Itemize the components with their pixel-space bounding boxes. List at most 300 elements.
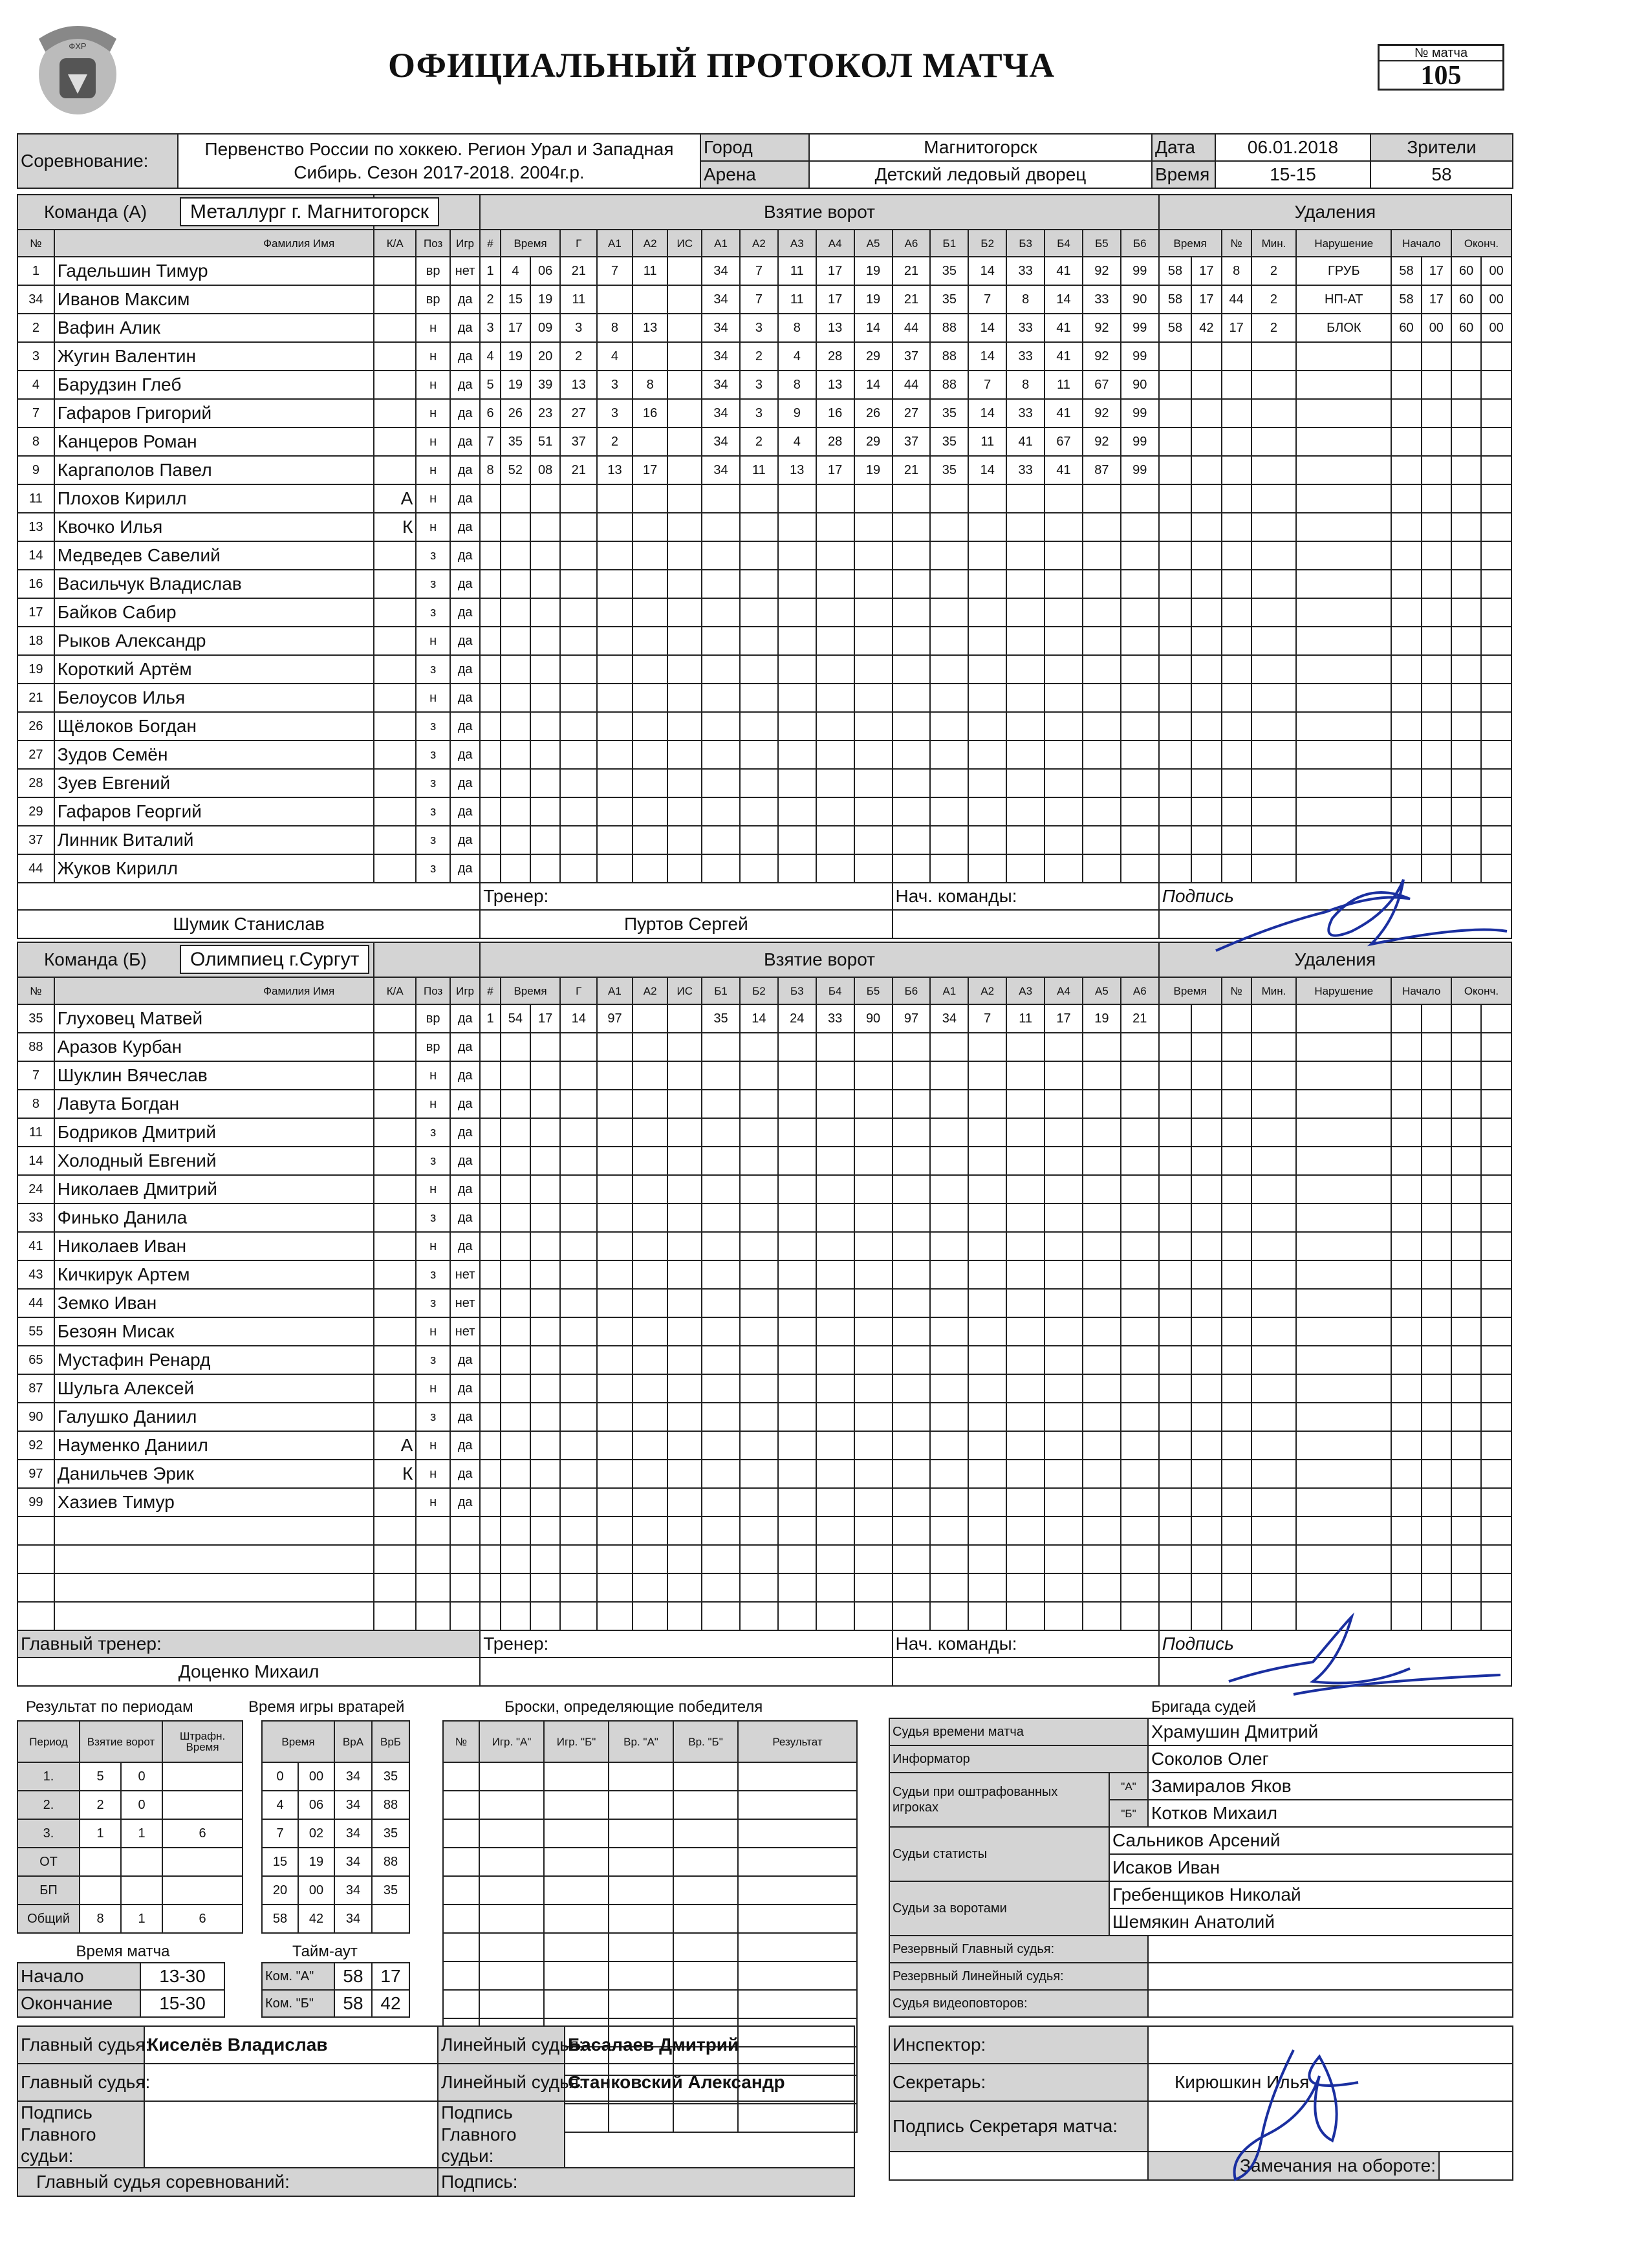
player-position bbox=[416, 1545, 450, 1573]
goal-cell bbox=[667, 797, 702, 826]
goal-cell bbox=[702, 1118, 740, 1147]
pen-cell bbox=[1251, 769, 1296, 797]
goal-cell bbox=[702, 1260, 740, 1289]
goal-cell: 3 bbox=[560, 314, 597, 342]
line-referee-label-2: Линейный судья: bbox=[438, 2064, 565, 2101]
goal-cell bbox=[1083, 1232, 1121, 1260]
goal-cell bbox=[854, 1204, 893, 1232]
goal-cell bbox=[1083, 1317, 1121, 1346]
goal-cell: 7 bbox=[740, 257, 778, 285]
goal-cell: 44 bbox=[893, 314, 931, 342]
shootout-cell bbox=[673, 1961, 738, 1990]
pen-cell bbox=[1422, 1289, 1451, 1317]
pen-cell bbox=[1222, 456, 1251, 484]
goal-cell bbox=[816, 1517, 854, 1545]
goal-cell bbox=[501, 1460, 530, 1488]
goal-cell bbox=[778, 826, 816, 854]
player-played: да bbox=[450, 655, 480, 684]
player-played: нет bbox=[450, 257, 480, 285]
goal-cell: 35 bbox=[930, 399, 968, 427]
goal-cell bbox=[740, 1118, 778, 1147]
main-referee-1: Киселёв Владислав bbox=[144, 2026, 438, 2064]
pen-cell bbox=[1391, 399, 1421, 427]
goal-cell bbox=[740, 1488, 778, 1517]
goal-cell bbox=[1045, 598, 1083, 627]
goal-cell bbox=[893, 740, 931, 769]
goal-cell bbox=[560, 1346, 597, 1374]
goal-cell bbox=[633, 740, 668, 769]
goal-cell bbox=[816, 826, 854, 854]
main-referee-signature-label-2: Подпись Главного судьи: bbox=[438, 2101, 565, 2168]
goal-cell bbox=[501, 712, 530, 740]
player-role bbox=[374, 740, 416, 769]
goal-cell bbox=[816, 769, 854, 797]
spectators: 58 bbox=[1370, 161, 1513, 188]
goal-cell: 8 bbox=[778, 371, 816, 399]
goal-col-0: # bbox=[480, 230, 501, 257]
goal-col-15: А4 bbox=[1045, 977, 1083, 1004]
goal-cell bbox=[702, 513, 740, 541]
player-name: Николаев Иван bbox=[54, 1232, 374, 1260]
pen-cell bbox=[1222, 427, 1251, 456]
goal-cell bbox=[816, 570, 854, 598]
goal-cell bbox=[560, 1260, 597, 1289]
goal-col-8: А3 bbox=[778, 230, 816, 257]
goalie-min: 15 bbox=[262, 1848, 298, 1876]
goal-cell bbox=[893, 1118, 931, 1147]
official-name: Гребенщиков Николай bbox=[1109, 1881, 1513, 1908]
goal-cell bbox=[778, 1431, 816, 1460]
goal-cell bbox=[530, 1431, 560, 1460]
goal-cell bbox=[1006, 1346, 1045, 1374]
pen-cell bbox=[1391, 1061, 1421, 1090]
main-referee-label-1: Главный судья: bbox=[17, 2026, 144, 2064]
pen-violation: ГРУБ bbox=[1296, 257, 1391, 285]
goal-cell bbox=[1006, 1260, 1045, 1289]
goal-cell bbox=[1006, 484, 1045, 513]
timeout-title: Тайм-аут bbox=[292, 1943, 358, 1960]
goal-cell bbox=[816, 1573, 854, 1602]
pen-cell bbox=[1251, 797, 1296, 826]
player-name: Данильчев Эрик bbox=[54, 1460, 374, 1488]
main-referee-signature-label-1: Подпись Главного судьи: bbox=[17, 2101, 144, 2168]
goal-cell bbox=[1045, 1431, 1083, 1460]
pen-cell bbox=[1222, 1346, 1251, 1374]
goal-cell bbox=[501, 1403, 530, 1431]
goal-cell bbox=[633, 1004, 668, 1033]
period-goals-a bbox=[80, 1876, 121, 1905]
player-role bbox=[374, 1175, 416, 1204]
shootout-cell bbox=[609, 1990, 673, 2018]
pen-col-min: Мин. bbox=[1251, 977, 1296, 1004]
period-name: 2. bbox=[17, 1791, 80, 1819]
goal-cell bbox=[893, 1317, 931, 1346]
player-name bbox=[54, 1517, 374, 1545]
goal-cell bbox=[778, 1545, 816, 1573]
goal-cell: 33 bbox=[1006, 399, 1045, 427]
player-role: К bbox=[374, 1460, 416, 1488]
goal-cell bbox=[1083, 1260, 1121, 1289]
goal-cell bbox=[854, 1147, 893, 1175]
goal-cell bbox=[968, 1289, 1006, 1317]
goal-cell bbox=[1121, 1033, 1159, 1061]
player-played: да bbox=[450, 1061, 480, 1090]
goal-col-10: А5 bbox=[854, 230, 893, 257]
goal-cell bbox=[597, 1033, 633, 1061]
goal-cell bbox=[597, 1545, 633, 1573]
pen-cell bbox=[1222, 371, 1251, 399]
goal-cell bbox=[816, 1374, 854, 1403]
pen-cell bbox=[1451, 1090, 1481, 1118]
goal-cell bbox=[816, 1033, 854, 1061]
team-b-section bbox=[17, 942, 1512, 1687]
pen-cell bbox=[1159, 1488, 1191, 1517]
pen-cell bbox=[1451, 1175, 1481, 1204]
player-played: да bbox=[450, 797, 480, 826]
pen-cell bbox=[1391, 1232, 1421, 1260]
pen-cell bbox=[1159, 712, 1191, 740]
goal-cell bbox=[597, 740, 633, 769]
player-role bbox=[374, 314, 416, 342]
player-number: 14 bbox=[17, 1147, 54, 1175]
shootout-col-4: Вр. "Б" bbox=[673, 1721, 738, 1762]
pen-cell bbox=[1391, 484, 1421, 513]
goal-cell bbox=[740, 712, 778, 740]
goalie-min: 0 bbox=[262, 1762, 298, 1791]
period-goals-b bbox=[121, 1876, 162, 1905]
secretary-signature-scribble bbox=[1190, 2037, 1384, 2186]
goal-cell: 17 bbox=[1045, 1004, 1083, 1033]
pen-cell bbox=[1191, 1090, 1221, 1118]
period-penalty: 6 bbox=[162, 1819, 243, 1848]
goal-cell bbox=[501, 1346, 530, 1374]
timeout-table bbox=[261, 1962, 410, 2018]
goalie-min: 4 bbox=[262, 1791, 298, 1819]
arena-label: Арена bbox=[700, 161, 809, 188]
pen-col-time: Время bbox=[1159, 977, 1222, 1004]
pen-cell bbox=[1296, 1204, 1391, 1232]
player-role bbox=[374, 1118, 416, 1147]
player-name: Гафаров Григорий bbox=[54, 399, 374, 427]
shootout-cell bbox=[738, 1933, 857, 1961]
player-number: 11 bbox=[17, 484, 54, 513]
pen-cell bbox=[1191, 1517, 1221, 1545]
pen-cell bbox=[1451, 1061, 1481, 1090]
goal-cell: 67 bbox=[1045, 427, 1083, 456]
player-name: Рыков Александр bbox=[54, 627, 374, 655]
pen-cell bbox=[1451, 1033, 1481, 1061]
goal-cell bbox=[854, 627, 893, 655]
pen-cell bbox=[1422, 627, 1451, 655]
goal-cell bbox=[854, 1175, 893, 1204]
player-number: 44 bbox=[17, 1289, 54, 1317]
goal-cell: 37 bbox=[893, 427, 931, 456]
goal-cell bbox=[1006, 1573, 1045, 1602]
pen-cell bbox=[1251, 1147, 1296, 1175]
pen-cell bbox=[1222, 797, 1251, 826]
pen-cell bbox=[1451, 1346, 1481, 1374]
pen-cell bbox=[1251, 399, 1296, 427]
goal-cell bbox=[1083, 513, 1121, 541]
goal-cell: 41 bbox=[1045, 342, 1083, 371]
goal-cell bbox=[501, 740, 530, 769]
goal-cell bbox=[1006, 684, 1045, 712]
pen-cell bbox=[1391, 684, 1421, 712]
goal-cell bbox=[968, 1147, 1006, 1175]
goal-cell bbox=[530, 712, 560, 740]
pen-cell bbox=[1451, 1260, 1481, 1289]
goal-cell: 14 bbox=[968, 399, 1006, 427]
goal-cell: 13 bbox=[633, 314, 668, 342]
pen-cell bbox=[1451, 1517, 1481, 1545]
pen-cell bbox=[1451, 1204, 1481, 1232]
pen-cell bbox=[1481, 1545, 1511, 1573]
main-coach-label: Главный тренер: bbox=[17, 1630, 480, 1658]
goal-cell bbox=[530, 570, 560, 598]
player-number: 29 bbox=[17, 797, 54, 826]
official-name: Замиралов Яков bbox=[1148, 1773, 1513, 1800]
goal-cell bbox=[1083, 854, 1121, 883]
goal-cell bbox=[1083, 627, 1121, 655]
player-name: Хазиев Тимур bbox=[54, 1488, 374, 1517]
pen-cell bbox=[1159, 513, 1191, 541]
pen-cell bbox=[1159, 1260, 1191, 1289]
player-name: Аразов Курбан bbox=[54, 1033, 374, 1061]
goal-cell: 21 bbox=[893, 456, 931, 484]
goal-cell bbox=[740, 598, 778, 627]
goal-cell bbox=[778, 1346, 816, 1374]
inspector-label: Инспектор: bbox=[889, 2026, 1148, 2064]
goal-cell bbox=[480, 1175, 501, 1204]
shootout-cell bbox=[443, 1961, 479, 1990]
player-number: 97 bbox=[17, 1460, 54, 1488]
pen-cell bbox=[1296, 1573, 1391, 1602]
goal-cell bbox=[530, 1147, 560, 1175]
pen-col-no: № bbox=[1222, 977, 1251, 1004]
pen-cell bbox=[1222, 541, 1251, 570]
goal-cell: 14 bbox=[968, 314, 1006, 342]
goal-cell bbox=[501, 1147, 530, 1175]
goal-cell bbox=[778, 484, 816, 513]
player-name: Вафин Алик bbox=[54, 314, 374, 342]
goal-cell bbox=[667, 598, 702, 627]
pen-col-start: Начало bbox=[1391, 230, 1451, 257]
goal-cell bbox=[530, 513, 560, 541]
col-name: Фамилия Имя bbox=[54, 977, 374, 1004]
goal-cell bbox=[1083, 712, 1121, 740]
pen-cell bbox=[1296, 484, 1391, 513]
pen-cell bbox=[1422, 1147, 1451, 1175]
goal-cell bbox=[930, 513, 968, 541]
pen-col-no: № bbox=[1222, 230, 1251, 257]
goal-cell bbox=[560, 1460, 597, 1488]
goal-cell bbox=[560, 1545, 597, 1573]
city: Магнитогорск bbox=[809, 134, 1152, 161]
pen-cell bbox=[1451, 740, 1481, 769]
goal-cell bbox=[667, 1289, 702, 1317]
goal-cell bbox=[740, 684, 778, 712]
goal-cell: 33 bbox=[1006, 342, 1045, 371]
goalies-table bbox=[261, 1720, 410, 1934]
goal-cell bbox=[667, 1317, 702, 1346]
goal-cell bbox=[597, 712, 633, 740]
pen-end-min: 60 bbox=[1451, 257, 1481, 285]
goal-cell bbox=[702, 740, 740, 769]
pen-cell bbox=[1222, 1232, 1251, 1260]
pen-cell bbox=[1251, 456, 1296, 484]
pen-cell bbox=[1296, 1431, 1391, 1460]
goal-cell bbox=[597, 826, 633, 854]
pen-start-min: 58 bbox=[1391, 257, 1421, 285]
goal-cell bbox=[480, 513, 501, 541]
goalie-min: 7 bbox=[262, 1819, 298, 1848]
goal-cell bbox=[1121, 1147, 1159, 1175]
goal-cell: 9 bbox=[778, 399, 816, 427]
player-played: да bbox=[450, 399, 480, 427]
pen-cell bbox=[1451, 1317, 1481, 1346]
col-no: № bbox=[17, 230, 54, 257]
shootout-cell bbox=[738, 1819, 857, 1848]
player-name: Лавута Богдан bbox=[54, 1090, 374, 1118]
shootout-col-2: Игр. "Б" bbox=[544, 1721, 609, 1762]
timeout-b-label: Ком. "Б" bbox=[262, 1990, 334, 2017]
pen-minutes: 2 bbox=[1251, 314, 1296, 342]
goal-cell bbox=[597, 513, 633, 541]
goal-cell bbox=[816, 712, 854, 740]
competition-name: Первенство России по хоккею. Регион Урал и Западная Сибирь. Сезон 2017-2018. 2004г.р. bbox=[178, 134, 700, 188]
goal-cell: 3 bbox=[740, 371, 778, 399]
end-time: 15-30 bbox=[140, 1990, 224, 2017]
goal-cell bbox=[667, 740, 702, 769]
goal-cell bbox=[1006, 598, 1045, 627]
goal-cell bbox=[930, 797, 968, 826]
pen-cell bbox=[1451, 399, 1481, 427]
period-goals-a: 8 bbox=[80, 1905, 121, 1933]
pen-cell bbox=[1251, 1033, 1296, 1061]
pen-cell bbox=[1296, 427, 1391, 456]
pen-cell bbox=[1451, 456, 1481, 484]
pen-start-min: 58 bbox=[1391, 285, 1421, 314]
player-position: з bbox=[416, 1147, 450, 1175]
goal-cell bbox=[597, 627, 633, 655]
goal-cell bbox=[740, 1346, 778, 1374]
pen-cell bbox=[1481, 1573, 1511, 1602]
player-name: Зудов Семён bbox=[54, 740, 374, 769]
player-played: да bbox=[450, 854, 480, 883]
goal-cell bbox=[480, 570, 501, 598]
pen-cell bbox=[1191, 1403, 1221, 1431]
goal-cell bbox=[1045, 1374, 1083, 1403]
player-name: Земко Иван bbox=[54, 1289, 374, 1317]
goal-cell bbox=[667, 1260, 702, 1289]
goal-cell bbox=[667, 826, 702, 854]
goal-cell bbox=[480, 1573, 501, 1602]
goal-cell bbox=[633, 1403, 668, 1431]
team-a-signature bbox=[1196, 867, 1520, 970]
pen-cell bbox=[1391, 541, 1421, 570]
shootout-cell bbox=[544, 1791, 609, 1819]
goal-cell bbox=[702, 1460, 740, 1488]
goal-cell bbox=[968, 1374, 1006, 1403]
officials-title: Бригада судей bbox=[1151, 1698, 1257, 1716]
goal-col-10: Б5 bbox=[854, 977, 893, 1004]
goal-cell bbox=[930, 598, 968, 627]
goal-cell bbox=[702, 1317, 740, 1346]
timeout-a-label: Ком. "А" bbox=[262, 1963, 334, 1990]
pen-col-violation: Нарушение bbox=[1296, 230, 1391, 257]
goal-cell bbox=[1045, 1573, 1083, 1602]
goal-cell bbox=[1045, 1260, 1083, 1289]
goal-cell: 33 bbox=[1006, 314, 1045, 342]
end-label: Окончание bbox=[17, 1990, 140, 2017]
pen-cell bbox=[1422, 1517, 1451, 1545]
goalie-sec: 00 bbox=[298, 1876, 334, 1905]
player-name: Щёлоков Богдан bbox=[54, 712, 374, 740]
goal-cell bbox=[1006, 1431, 1045, 1460]
pen-cell bbox=[1296, 371, 1391, 399]
shootout-cell bbox=[609, 1848, 673, 1876]
pen-cell bbox=[1451, 712, 1481, 740]
player-number: 24 bbox=[17, 1175, 54, 1204]
player-name: Короткий Артём bbox=[54, 655, 374, 684]
goal-cell bbox=[1006, 541, 1045, 570]
goal-cell bbox=[633, 1602, 668, 1630]
goalie-a: 34 bbox=[334, 1791, 372, 1819]
goal-cell bbox=[968, 655, 1006, 684]
pen-cell bbox=[1159, 627, 1191, 655]
player-name: Холодный Евгений bbox=[54, 1147, 374, 1175]
pen-cell bbox=[1222, 684, 1251, 712]
pen-cell bbox=[1391, 769, 1421, 797]
pen-cell bbox=[1422, 740, 1451, 769]
player-position: н bbox=[416, 399, 450, 427]
shootout-col-3: Вр. "А" bbox=[609, 1721, 673, 1762]
pen-cell bbox=[1222, 1090, 1251, 1118]
player-role: А bbox=[374, 484, 416, 513]
player-number: 13 bbox=[17, 513, 54, 541]
player-number: 34 bbox=[17, 285, 54, 314]
player-role bbox=[374, 371, 416, 399]
goal-cell bbox=[1121, 769, 1159, 797]
pen-cell bbox=[1159, 854, 1191, 883]
pen-cell bbox=[1481, 456, 1511, 484]
goal-cell bbox=[560, 1232, 597, 1260]
goal-cell bbox=[501, 1175, 530, 1204]
goal-cell bbox=[740, 1232, 778, 1260]
player-name: Шуклин Вячеслав bbox=[54, 1061, 374, 1090]
goal-cell bbox=[1083, 1374, 1121, 1403]
pen-cell bbox=[1481, 541, 1511, 570]
goal-cell bbox=[854, 1260, 893, 1289]
pen-cell bbox=[1391, 1033, 1421, 1061]
goal-cell bbox=[1045, 513, 1083, 541]
goal-cell bbox=[968, 570, 1006, 598]
pen-cell bbox=[1391, 598, 1421, 627]
period-goals-b bbox=[121, 1848, 162, 1876]
shootout-cell bbox=[673, 1905, 738, 1933]
goal-cell bbox=[633, 1374, 668, 1403]
goal-cell bbox=[667, 655, 702, 684]
goal-cell bbox=[968, 769, 1006, 797]
goal-cell: 20 bbox=[530, 342, 560, 371]
official-name: Исаков Иван bbox=[1109, 1854, 1513, 1881]
goal-cell bbox=[1121, 854, 1159, 883]
goal-cell bbox=[667, 285, 702, 314]
goal-col-1: Время bbox=[501, 230, 561, 257]
goal-cell bbox=[530, 740, 560, 769]
goal-cell bbox=[816, 627, 854, 655]
player-name bbox=[54, 1573, 374, 1602]
